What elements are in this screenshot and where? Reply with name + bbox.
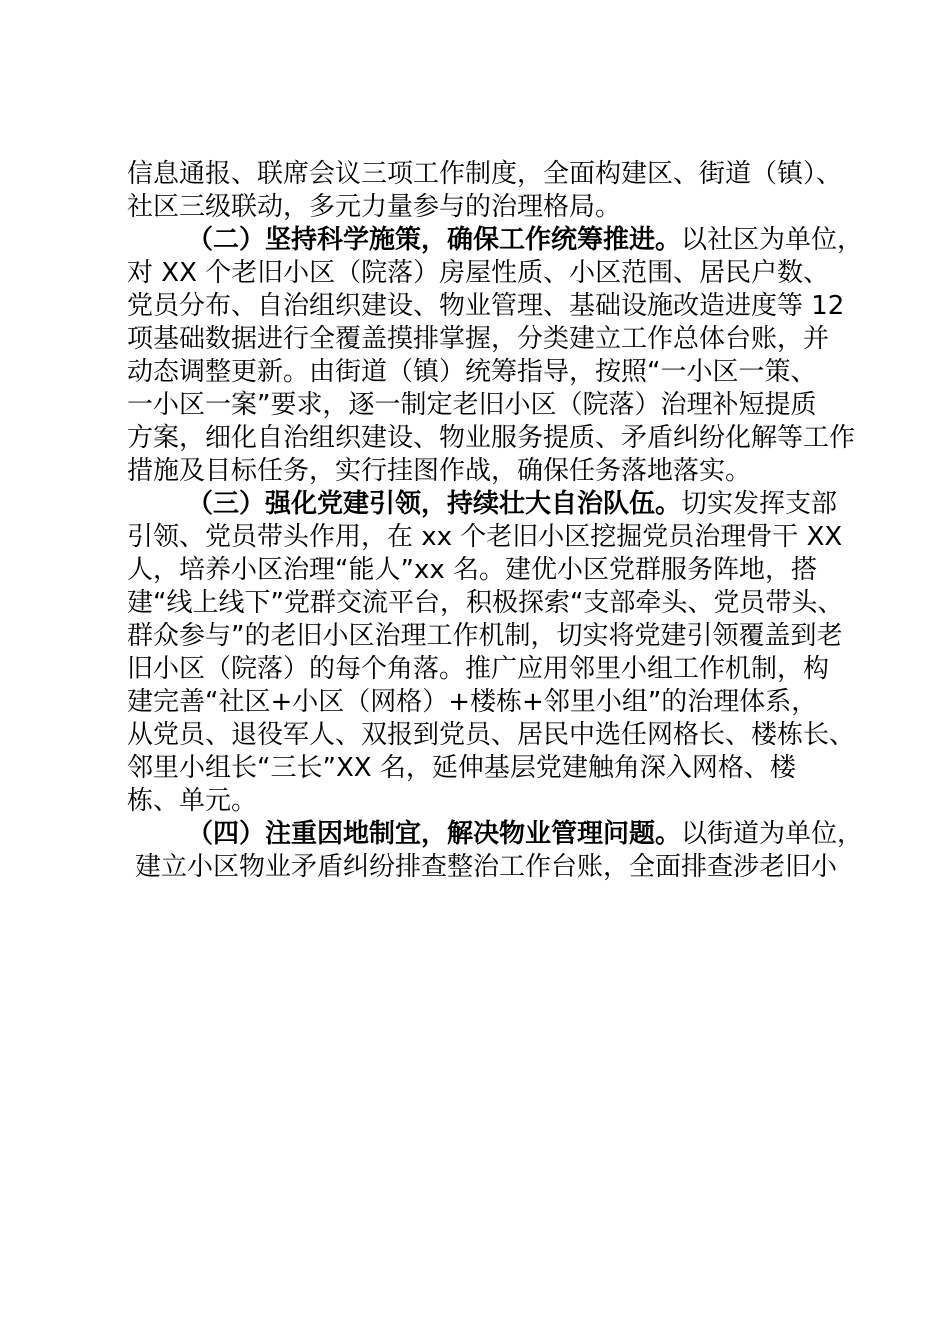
text-line: 旧小区（院落）的每个角落。推广应用邻里小组工作机制，构 (127, 654, 830, 684)
text-line: 信息通报、联席会议三项工作制度，全面构建区、街道（镇）、 (127, 159, 843, 189)
text-line: 党员分布、自治组织建设、物业管理、基础设施改造进度等 12 (127, 291, 845, 321)
section-heading-3 (127, 488, 838, 521)
section-text-4: 以街道为单位， (681, 819, 864, 849)
text-line: 群众参与”的老旧小区治理工作机制，切实将党建引领覆盖到老 (127, 621, 843, 651)
section-heading-4 (127, 818, 864, 851)
text-line: 方案，细化自治组织建设、物业服务提质、矛盾纠纷化解等工作 (127, 423, 856, 453)
section-title-4: （四）注重因地制宜，解决物业管理问题。 (187, 819, 682, 849)
text-line: 建“线上线下”党群交流平台，积极探索“支部牵头、党员带头、 (127, 588, 844, 618)
text-line: 引领、党员带头作用，在 xx 个老旧小区挖掘党员治理骨干 XX (127, 522, 843, 552)
text-line: 措施及目标任务，实行挂图作战，确保任务落地落实。 (127, 456, 752, 486)
text-line: 邻里小组长“三长”XX 名，延伸基层党建触角深入网格、楼 (127, 753, 796, 783)
text-line: 一小区一案”要求，逐一制定老旧小区（院落）治理补短提质 (127, 390, 817, 420)
text-line: 建立小区物业矛盾纠纷排查整治工作台账，全面排查涉老旧小 (135, 852, 838, 882)
text-line: 栋、单元。 (127, 786, 258, 816)
section-text-2: 以社区为单位， (681, 225, 864, 255)
text-line: 人，培养小区治理“能人”xx 名。建优小区党群服务阵地，搭 (127, 555, 817, 585)
text-line: 建完善“社区+小区（网格）+楼栋+邻里小组”的治理体系， (127, 687, 818, 717)
text-line: 项基础数据进行全覆盖摸排掌握，分类建立工作总体台账，并 (127, 324, 830, 354)
section-text-3: 切实发挥支部 (681, 489, 838, 519)
text-line: 动态调整更新。由街道（镇）统筹指导，按照“一小区一策、 (127, 357, 817, 387)
text-line: 社区三级联动，多元力量参与的治理格局。 (127, 192, 622, 222)
section-title-3: （三）强化党建引领，持续壮大自治队伍。 (187, 489, 682, 519)
section-title-2: （二）坚持科学施策，确保工作统筹推进。 (187, 225, 682, 255)
section-heading-2 (127, 224, 864, 257)
text-line: 从党员、退役军人、双报到党员、居民中选任网格长、楼栋长、 (127, 720, 856, 750)
text-line: 对 XX 个老旧小区（院落）房屋性质、小区范围、居民户数、 (127, 258, 830, 288)
document-body (127, 158, 864, 884)
